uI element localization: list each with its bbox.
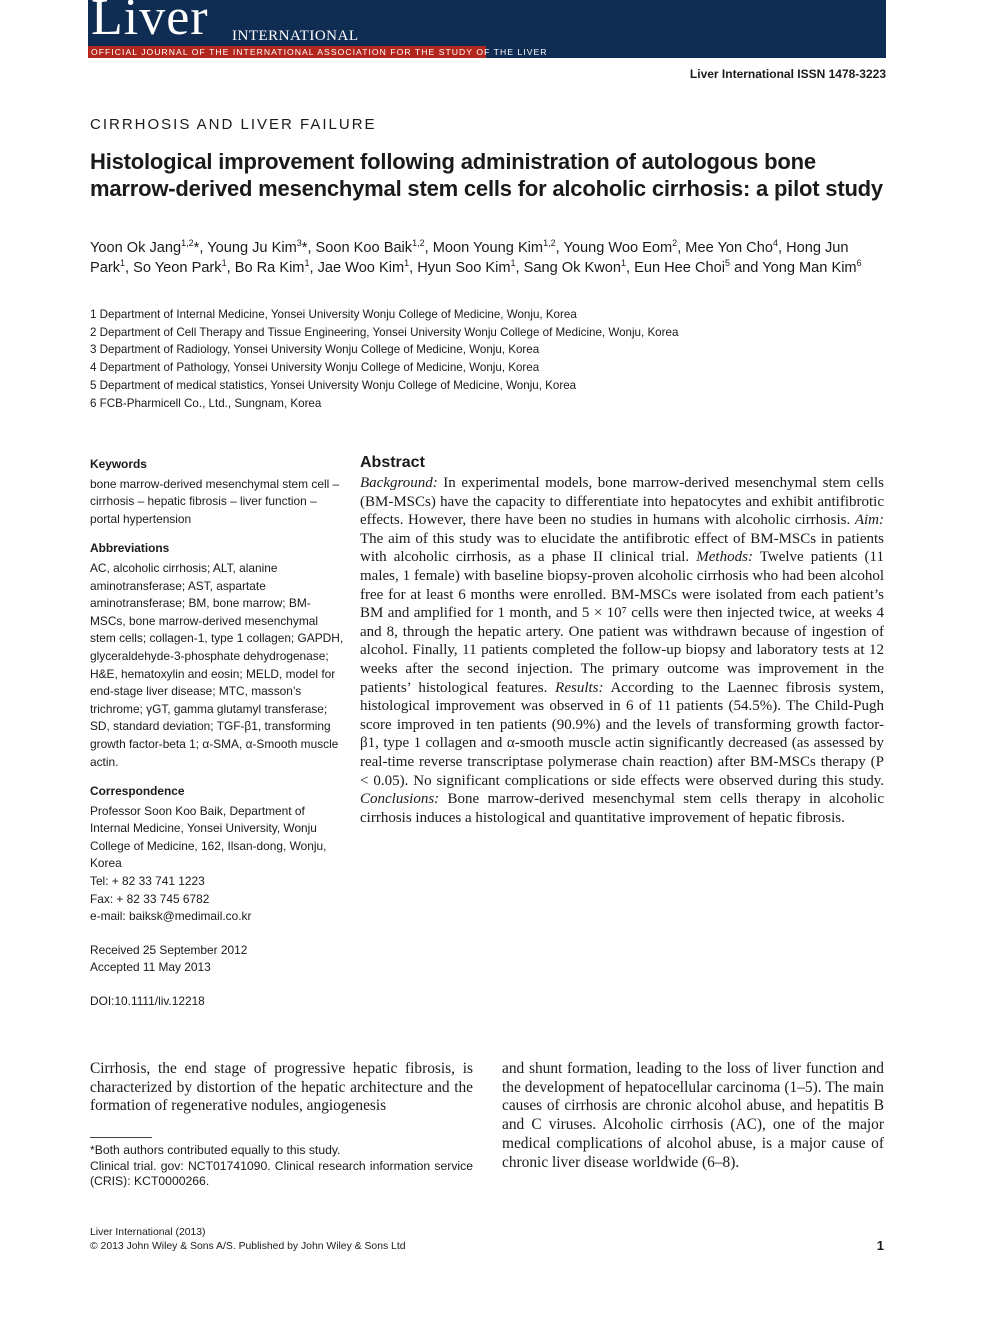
author-separator: , [424, 240, 433, 256]
author-name: Mee Yon Cho [685, 240, 773, 256]
author-affiliation-mark: 5 [725, 258, 731, 269]
footnote-trial-registration: Clinical trial. gov: NCT01741090. Clinical research information service (CRIS): KCT0000266. [90, 1158, 473, 1188]
keywords-block [90, 456, 345, 528]
abstract-part: The aim of this study was to elucidate the antifibrotic effect of BM-MSCs in patients with alcoholic cirrhosis, as a phase II clinical trial. [360, 530, 884, 566]
page-number: 1 [876, 1238, 884, 1253]
article-title: Histological improvement following administration of autologous bone marrow-derived mesenchymal stem cells for alcoholic cirrhosis: a pilot study [90, 149, 883, 201]
abstract-label: Methods: [696, 549, 753, 566]
abstract-label: Background: [360, 475, 438, 491]
correspondence-heading: Correspondence [90, 784, 185, 799]
affiliation-item: 3 Department of Radiology, Yonsei University Wonju College of Medicine, Wonju, Korea [90, 343, 540, 357]
author-name: So Yeon Park [133, 260, 222, 276]
author-separator: , [515, 260, 524, 276]
correspondence-tel: Tel: + 82 33 741 1223 [90, 874, 205, 889]
author-affiliation-mark: 1 [304, 258, 310, 269]
author-name: Young Woo Eom [563, 240, 673, 256]
author-name: Jae Woo Kim [317, 260, 405, 276]
author-affiliation-mark: 1,2 [412, 238, 425, 249]
correspondence-fax: Fax: + 82 33 745 6782 [90, 891, 210, 906]
journal-banner [88, 0, 886, 58]
author-name: Yong Man Kim [762, 260, 857, 276]
affiliation-item: 6 FCB-Pharmicell Co., Ltd., Sungnam, Korea [90, 396, 322, 410]
author-affiliation-mark: 1 [621, 258, 627, 269]
author-separator: , [555, 240, 564, 256]
section-label: CIRRHOSIS AND LIVER FAILURE [90, 116, 377, 133]
author-separator: , [626, 260, 635, 276]
author-separator: , [309, 260, 318, 276]
abstract-part: According to the Laennec fibrosis system, histological improvement was observed in 6 of 11 patients (54.5%). The Child-Pugh score improved in ten patients (90.9%) and the levels of transforming growth factor-β1, type 1 collagen and α-smooth muscle actin significantly decreased (as assessed by real-time reverse transcriptase polymerase chain reaction) after BM-MSCs therapy (P < 0.05). No significant complications or side effects were observed during this study. [360, 679, 885, 789]
abbreviations-heading: Abbreviations [90, 541, 170, 556]
article-sidebar [90, 456, 345, 1011]
author-name: Yoon Ok Jang [90, 240, 182, 256]
doi-block [90, 993, 345, 1011]
abbreviations-text: AC, alcoholic cirrhosis; ALT, alanine aminotransferase; AST, aspartate aminotransferase; BM, bone marrow; BM-MSCs, bone marrow-derived mesenchymal stem cells; collagen-1, type 1 collagen; GAPDH, glyceraldehyde-3-phosphate dehydrogenase; H&E, hematoxylin and eosin; MELD, model for end-stage liver disease; MTC, masson’s trichrome; γGT, gamma glutamyl transferase; SD, standard deviation; TGF-β1, transforming growth factor-beta 1; α-SMA, α-Smooth muscle actin. [90, 560, 344, 769]
dates-block [90, 942, 345, 977]
page-footer [90, 1226, 406, 1254]
affiliation-item: 2 Department of Cell Therapy and Tissue Engineering, Yonsei University Wonju College of Medicine, Wonju, Korea [90, 325, 679, 339]
keywords-text: bone marrow-derived mesenchymal stem cell – cirrhosis – hepatic fibrosis – liver function – portal hypertension [90, 476, 340, 526]
author-affiliation-mark: 6 [856, 258, 862, 269]
abstract-part: Twelve patients (11 males, 1 female) with baseline biopsy-proven alcoholic cirrhosis who had been alcohol free for at least 6 months were enrolled. BM-MSCs were isolated from each patient’s BM and amplified for 1 month, and 5 × 10⁷ cells were then injected twice, at weeks 4 and 8, through the hepatic artery. One patient was withdrawn because of ingestion of alcohol. Finally, 11 patients completed the follow-up biopsy and laboratory tests at 12 weeks after the second injection. The primary outcome was improvement in the patients’ histological features. [360, 549, 884, 696]
affiliation-list [90, 306, 890, 412]
journal-tagline: OFFICIAL JOURNAL OF THE INTERNATIONAL ASSOCIATION FOR THE STUDY OF THE LIVER [88, 46, 486, 58]
keywords-heading: Keywords [90, 457, 147, 471]
author-affiliation-mark: 1 [510, 258, 516, 269]
author-separator: , [226, 260, 235, 276]
author-equal-mark: * [193, 240, 200, 256]
author-separator: , [409, 260, 418, 276]
author-name: Young Ju Kim [207, 240, 297, 256]
abstract-heading: Abstract [360, 454, 425, 471]
author-separator: , [677, 240, 686, 256]
abstract-label: Conclusions: [360, 791, 440, 808]
author-list [90, 238, 890, 278]
body-text-right: and shunt formation, leading to the loss of liver function and the development of hepatocellular carcinoma (1–5). The main causes of cirrhosis are chronic alcohol abuse, and hepatitis B and C viruses. Alcoholic cirrhosis (AC), one of the major medical complications of alcohol abuse, is a major cause of chronic liver disease worldwide (6–8). [502, 1060, 884, 1171]
body-text-left: Cirrhosis, the end stage of progressive hepatic fibrosis, is characterized by distortion of the hepatic architecture and the formation of regenerative nodules, angiogenesis [90, 1060, 473, 1115]
abstract-part: In experimental models, bone marrow-derived mesenchymal stem cells (BM-MSCs) have the capacity to differentiate into hepatocytes and exhibit antifibrotic effects. However, there have been no studies in humans with alcoholic cirrhosis. [360, 475, 884, 529]
footer-journal-year: Liver International (2013) [90, 1227, 206, 1238]
author-separator: and [730, 260, 763, 276]
footnote-divider [90, 1137, 152, 1138]
author-name: Bo Ra Kim [234, 260, 305, 276]
author-affiliation-mark: 1 [221, 258, 227, 269]
received-date: Received 25 September 2012 [90, 942, 248, 957]
author-affiliation-mark: 4 [772, 238, 778, 249]
affiliation-item: 4 Department of Pathology, Yonsei University Wonju College of Medicine, Wonju, Korea [90, 361, 540, 375]
author-affiliation-mark: 1 [120, 258, 126, 269]
abstract-text [360, 474, 884, 827]
author-name: Hyun Soo Kim [417, 260, 511, 276]
abstract-label: Results: [555, 679, 604, 696]
author-name: Soon Koo Baik [315, 240, 413, 256]
author-affiliation-mark: 2 [672, 238, 678, 249]
affiliation-item: 1 Department of Internal Medicine, Yonsei University Wonju College of Medicine, Wonju, Korea [90, 308, 577, 321]
author-separator: , [125, 260, 134, 276]
journal-logo-suffix: INTERNATIONAL [232, 28, 359, 44]
author-affiliation-mark: 1 [404, 258, 410, 269]
author-affiliation-mark: 1,2 [543, 238, 556, 249]
correspondence-email[interactable]: e-mail: baiksk@medimail.co.kr [90, 909, 252, 924]
author-name: Eun Hee Choi [634, 260, 725, 276]
author-separator: , [199, 240, 208, 256]
journal-issn: Liver International ISSN 1478-3223 [689, 67, 886, 81]
correspondence-block [90, 783, 345, 926]
author-separator: , [307, 240, 316, 256]
author-name: Moon Young Kim [432, 240, 544, 256]
doi-link[interactable]: DOI:10.1111/liv.12218 [90, 994, 205, 1009]
correspondence-address: Professor Soon Koo Baik, Department of Internal Medicine, Yonsei University, Wonju College of Medicine, 162, Ilsan-dong, Wonju, Korea [90, 803, 327, 871]
author-name: Hong Jun Park [90, 240, 849, 276]
abstract-section [360, 454, 884, 827]
author-name: Sang Ok Kwon [523, 260, 621, 276]
author-equal-mark: * [301, 240, 308, 256]
abbreviations-block [90, 540, 345, 771]
affiliation-item: 5 Department of medical statistics, Yonsei University Wonju College of Medicine, Wonju, Korea [90, 378, 577, 392]
journal-logo-word: Liver [91, 0, 209, 46]
footnotes [90, 1143, 473, 1190]
author-affiliation-mark: 3 [296, 238, 302, 249]
accepted-date: Accepted 11 May 2013 [90, 960, 211, 975]
author-separator: , [777, 240, 787, 256]
footnote-equal-contribution: *Both authors contributed equally to this study. [90, 1143, 341, 1157]
footer-copyright: © 2013 John Wiley & Sons A/S. Published by John Wiley & Sons Ltd [90, 1241, 406, 1252]
abstract-part: Bone marrow-derived mesenchymal stem cells therapy in alcoholic cirrhosis induces a histological and quantitative improvement of hepatic fibrosis. [360, 791, 884, 826]
author-affiliation-mark: 1,2 [181, 238, 194, 249]
abstract-label: Aim: [854, 512, 884, 529]
